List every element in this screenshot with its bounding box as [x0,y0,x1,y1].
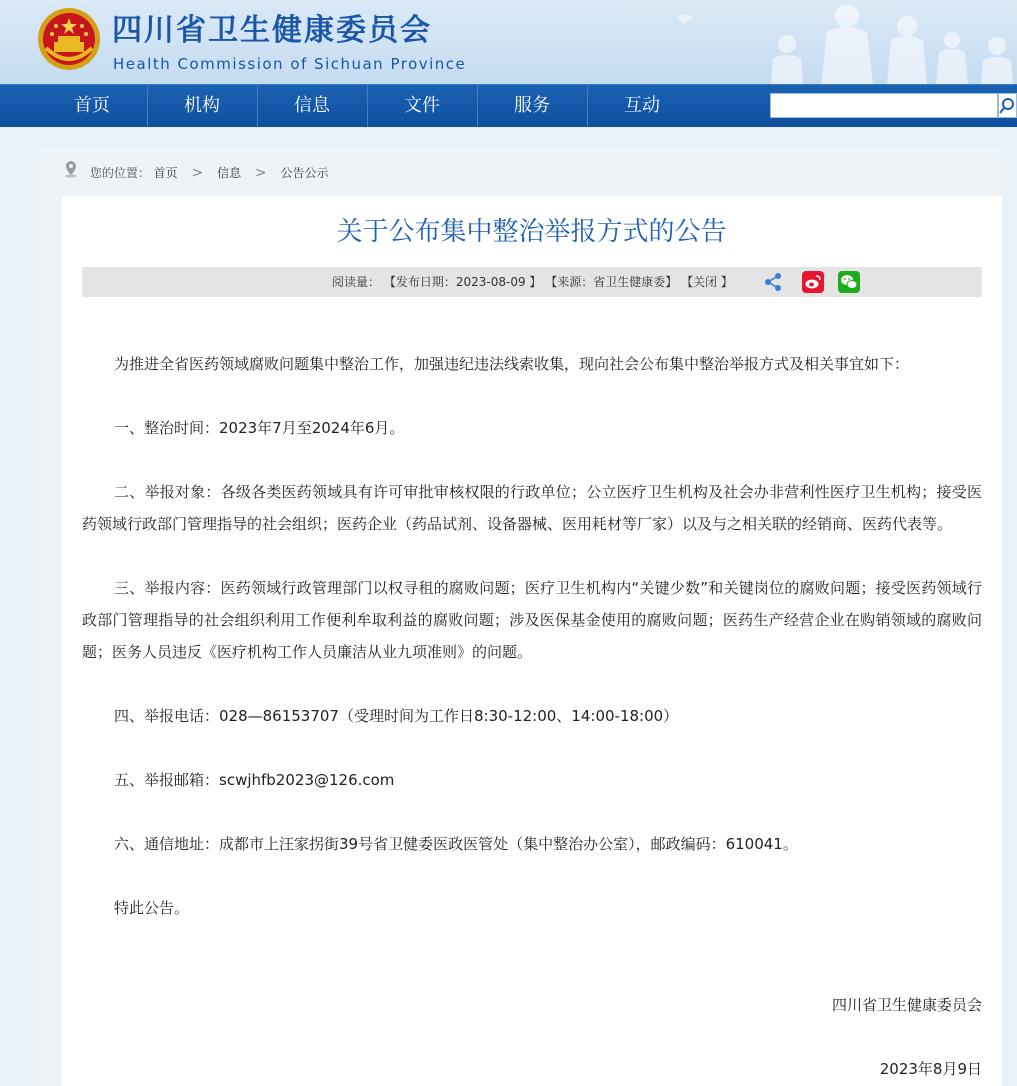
nav-item-home[interactable]: 首页 [37,85,148,127]
article-paragraph: 四、举报电话：028—86153707（受理时间为工作日8:30-12:00、14:00-18:00） [114,707,679,725]
article-paragraph: 为推进全省医药领域腐败问题集中整治工作，加强违纪违法线索收集，现向社会公布集中整治举报方式及相关事宜如下： [114,355,910,373]
breadcrumb-home[interactable]: 首页 [153,165,178,180]
search-input[interactable] [770,93,998,118]
nav-item-information[interactable]: 信息 [257,85,368,127]
site-title: 四川省卫生健康委员会 [112,13,432,48]
search-button[interactable] [998,93,1017,118]
family-silhouette-decoration [557,0,1017,84]
site-subtitle: Health Commission of Sichuan Province [113,55,467,73]
breadcrumb-announcements[interactable]: 公告公示 [280,165,329,180]
weibo-icon[interactable] [802,271,824,293]
location-pin-icon [62,160,80,185]
share-icon[interactable] [762,271,784,293]
article-signer: 四川省卫生健康委员会 [831,996,982,1014]
article-sign-date: 2023年8月9日 [879,1060,982,1078]
breadcrumb [62,160,329,182]
article-info-bar [82,267,982,297]
nav-item-interaction[interactable]: 互动 [624,95,660,116]
national-emblem-icon [36,6,102,72]
breadcrumb-separator: > [191,164,204,181]
nav-item-documents[interactable]: 文件 [367,85,478,127]
article-paragraph: 五、举报邮箱：scwjhfb2023@126.com [114,771,395,789]
close-link[interactable]: 【关闭 】 [681,275,733,289]
publish-date: 【发布日期：2023-08-09 】 [383,275,542,289]
breadcrumb-prefix: 您的位置： [89,165,150,180]
article-paragraph: 三、举报内容：医药领域行政管理部门以权寻租的腐败问题；医疗卫生机构内“关键少数”和关键岗位的腐败问题；接受医药领域行政部门管理指导的社会组织利用工作便利牟取利益的腐败问题；涉及医保基金使用的腐败问题；医药生产经营企业在购销领域的腐败问题；医务人员违反《医疗机构工作人员廉洁从业九项准则》的问题。 [82,579,982,661]
article-paragraph: 一、整治时间：2023年7月至2024年6月。 [114,419,405,437]
article-paragraph: 特此公告。 [114,899,190,917]
site-header [0,0,1017,84]
article-paragraph: 六、通信地址：成都市上汪家拐街39号省卫健委医政医管处（集中整治办公室），邮政编码：610041。 [114,835,798,853]
article-body [82,348,982,956]
article-meta [332,267,733,297]
read-count: 阅读量： [332,275,381,289]
wechat-icon[interactable] [838,271,860,293]
main-navigation [0,84,1017,127]
article-title: 关于公布集中整治举报方式的公告 [336,217,727,247]
nav-item-services[interactable]: 服务 [477,85,588,127]
source: 【来源：省卫生健康委】 [545,275,678,289]
breadcrumb-separator: > [254,164,267,181]
breadcrumb-information[interactable]: 信息 [217,165,242,180]
nav-item-organization[interactable]: 机构 [147,85,258,127]
article-paragraph: 二、举报对象：各级各类医药领域具有许可审批审核权限的行政单位；公立医疗卫生机构及社会办非营利性医疗卫生机构；接受医药领域行政部门管理指导的社会组织；医药企业（药品试剂、设备器械、医用耗材等厂家）以及与之相关联的经销商、医药代表等。 [82,483,982,533]
search-icon [999,94,1016,117]
